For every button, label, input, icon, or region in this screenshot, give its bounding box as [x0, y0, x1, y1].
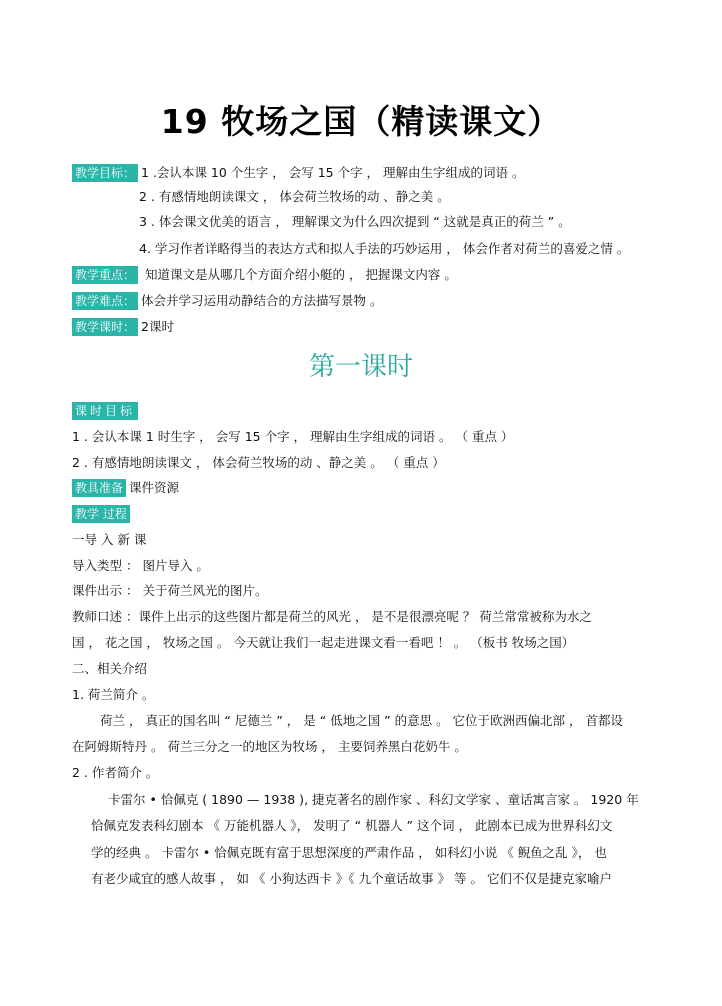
hours-line	[72, 318, 174, 336]
goal-item-1: 1 .会认本课 10 个生字 ， 会写 15 个字 ， 理解由生字组成的词语 。	[141, 165, 525, 180]
lesson-goal-item-1: 1 . 会认本课 1 时生字 ， 会写 15 个字 ， 理解由生字组成的词语 。 （ 重点 ）	[72, 429, 514, 444]
hours-tag: 教学课时：	[72, 318, 138, 336]
key-point-line	[72, 266, 457, 284]
process-header	[72, 505, 133, 523]
goals-line-1	[72, 164, 525, 182]
process-line-11: 卡雷尔 • 恰佩克 ( 1890 — 1938 ), 捷克著名的剧作家 、科幻文学家 、童话寓言家 。 1920 年	[108, 792, 639, 807]
process-line-12: 恰佩克发表科幻剧本 《 万能机器人 》， 发明了 “ 机器人 ” 这个词 ， 此剧本已成为世界科幻文	[91, 818, 613, 833]
goal-item-2: 2 . 有感情地朗读课文 ， 体会荷兰牧场的动 、静之美 。	[139, 189, 450, 204]
process-line-13: 学的经典 。 卡雷尔 • 恰佩克既有富于思想深度的严肃作品 ， 如科幻小说 《 鲵鱼之乱 》， 也	[91, 845, 607, 860]
process-line-8: 荷兰 ， 真正的国名叫 “ 尼德兰 ” ， 是 “ 低地之国 ” 的意思 。 它位于欧洲西偏北部 ， 首都设	[100, 713, 624, 728]
process-line-1: 一导 入 新 课	[72, 532, 147, 547]
process-line-7: 1. 荷兰简介 。	[72, 687, 155, 702]
process-line-4: 教师口述 ：课件上出示的这些图片都是荷兰的风光 ， 是不是很漂亮呢 ？ 荷兰常常被称为水之	[72, 609, 592, 624]
goal-item-3: 3 . 体会课文优美的语言 ， 理解课文为什么四次提到 “ 这就是真正的荷兰 ” 。	[139, 214, 571, 229]
key-point-tag: 教学重点：	[72, 266, 138, 284]
goals-tag: 教学目标：	[72, 164, 138, 182]
process-line-2: 导入类型 ： 图片导入 。	[72, 558, 209, 573]
lesson-goals-header	[72, 402, 141, 420]
tools-text: 课件资源	[129, 480, 180, 495]
process-line-5: 国 ， 花之国 ， 牧场之国 。 今天就让我们一起走进课文看一看吧 ！ 。 （板书 牧场之国）	[72, 635, 575, 650]
process-line-9: 在阿姆斯特丹 。 荷兰三分之一的地区为牧场 ， 主要饲养黑白花奶牛 。	[72, 739, 467, 754]
process-line-14: 有老少咸宜的感人故事 ， 如 《 小狗达西卡 》《 九个童话故事 》 等 。 它们不仅是捷克家喻户	[91, 871, 612, 886]
lesson-title: 第一课时	[308, 352, 413, 382]
difficulty-tag: 教学难点：	[72, 292, 138, 310]
process-line-3: 课件出示 ： 关于荷兰风光的图片。	[72, 583, 268, 598]
tools-tag: 教具准备	[72, 479, 126, 497]
lesson-goal-item-2: 2 . 有感情地朗读课文 ， 体会荷兰牧场的动 、静之美 。 （ 重点 ）	[72, 455, 445, 470]
process-tag: 教学 过程	[72, 505, 130, 523]
process-line-10: 2 . 作者简介 。	[72, 765, 159, 780]
lesson-goals-tag: 课时目标	[72, 402, 138, 420]
difficulty-line	[72, 292, 383, 310]
tools-line	[72, 479, 179, 497]
key-point-text: 知道课文是从哪几个方面介绍小艇的 ， 把握课文内容 。	[141, 267, 457, 282]
page-title: 19 牧场之国（精读课文）	[160, 102, 562, 141]
process-line-6: 二、相关介绍	[72, 661, 148, 676]
hours-text: 2课时	[141, 319, 174, 334]
difficulty-text: 体会并学习运用动静结合的方法描写景物 。	[141, 293, 383, 308]
goal-item-4: 4. 学习作者详略得当的表达方式和拟人手法的巧妙运用 ， 体会作者对荷兰的喜爱之情 。	[139, 241, 630, 256]
